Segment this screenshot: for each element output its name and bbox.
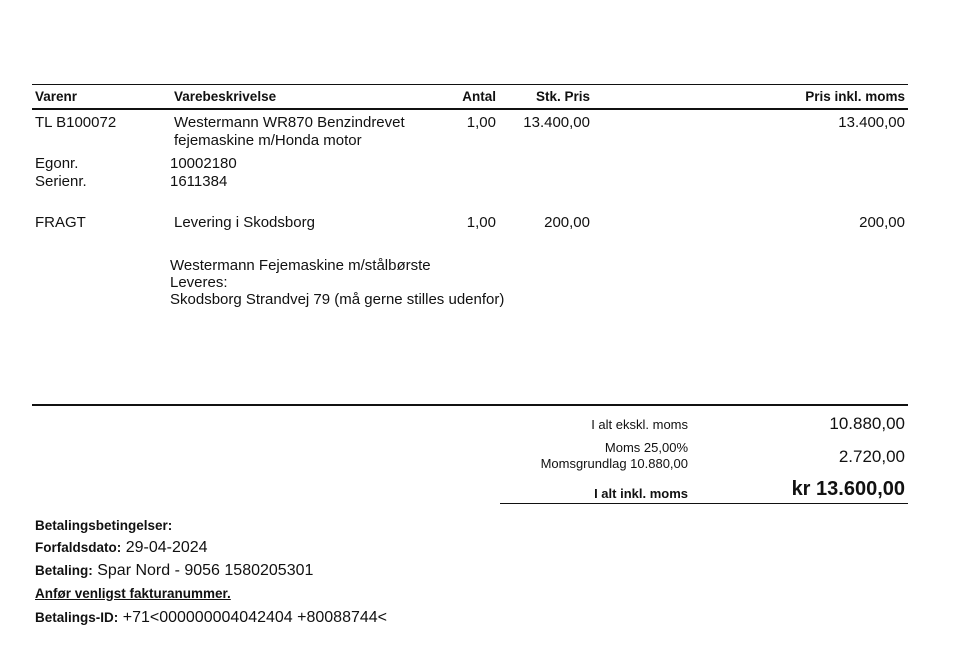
- row1-item-no: TL B100072: [35, 114, 117, 131]
- payment-note: Anfør venligst fakturanummer.: [35, 586, 231, 601]
- egonr-value: 10002180: [170, 155, 237, 172]
- total-excl-label: I alt ekskl. moms: [591, 417, 688, 432]
- header-qty: Antal: [462, 89, 496, 104]
- row2-price-incl-vat: 200,00: [859, 214, 905, 231]
- row1-description-line1: Westermann WR870 Benzindrevet: [174, 114, 405, 131]
- note-line1: Westermann Fejemaskine m/stålbørste: [170, 257, 431, 274]
- header-unit-price: Stk. Pris: [535, 89, 590, 104]
- table-bottom-rule: [32, 404, 908, 406]
- payment-id-label: Betalings-ID:: [35, 610, 119, 625]
- table-top-rule: [32, 84, 908, 85]
- row2-qty: 1,00: [466, 214, 496, 231]
- payment-terms-label: Betalingsbetingelser:: [35, 518, 173, 533]
- row1-unit-price: 13.400,00: [523, 114, 590, 131]
- row1-description-line2: fejemaskine m/Honda motor: [174, 132, 362, 149]
- payment-line: [35, 562, 313, 580]
- vat-basis-label: Momsgrundlag 10.880,00: [540, 456, 688, 471]
- row2-description: Levering i Skodsborg: [174, 214, 315, 231]
- header-description: Varebeskrivelse: [174, 89, 277, 104]
- header-price-incl-vat: Pris inkl. moms: [805, 89, 905, 104]
- row2-item-no: FRAGT: [35, 214, 86, 231]
- due-date-value: 29-04-2024: [125, 539, 208, 556]
- total-incl-label: I alt inkl. moms: [594, 486, 688, 501]
- payment-label: Betaling:: [35, 563, 93, 578]
- total-incl-value: kr 13.600,00: [791, 478, 905, 500]
- serial-label: Serienr.: [35, 173, 87, 190]
- total-excl-value: 10.880,00: [829, 414, 905, 433]
- note-line2: Leveres:: [170, 274, 228, 291]
- egonr-label: Egonr.: [35, 155, 79, 172]
- row1-qty: 1,00: [466, 114, 496, 131]
- due-date-label: Forfaldsdato:: [35, 540, 122, 555]
- totals-bottom-rule: [500, 503, 908, 504]
- note-line3: Skodsborg Strandvej 79 (må gerne stilles udenfor): [170, 291, 505, 308]
- payment-id-value: +71<000000004042404 +80088744<: [122, 609, 387, 626]
- header-item-no: Varenr: [35, 89, 78, 104]
- vat-label: Moms 25,00%: [604, 440, 688, 455]
- due-date-line: [35, 539, 208, 557]
- header-bottom-rule: [32, 108, 908, 110]
- vat-value: 2.720,00: [838, 447, 905, 466]
- serial-value: 1611384: [170, 173, 228, 190]
- row1-price-incl-vat: 13.400,00: [838, 114, 905, 131]
- payment-value: Spar Nord - 9056 1580205301: [97, 562, 314, 579]
- row2-unit-price: 200,00: [544, 214, 590, 231]
- payment-id-line: [35, 609, 387, 627]
